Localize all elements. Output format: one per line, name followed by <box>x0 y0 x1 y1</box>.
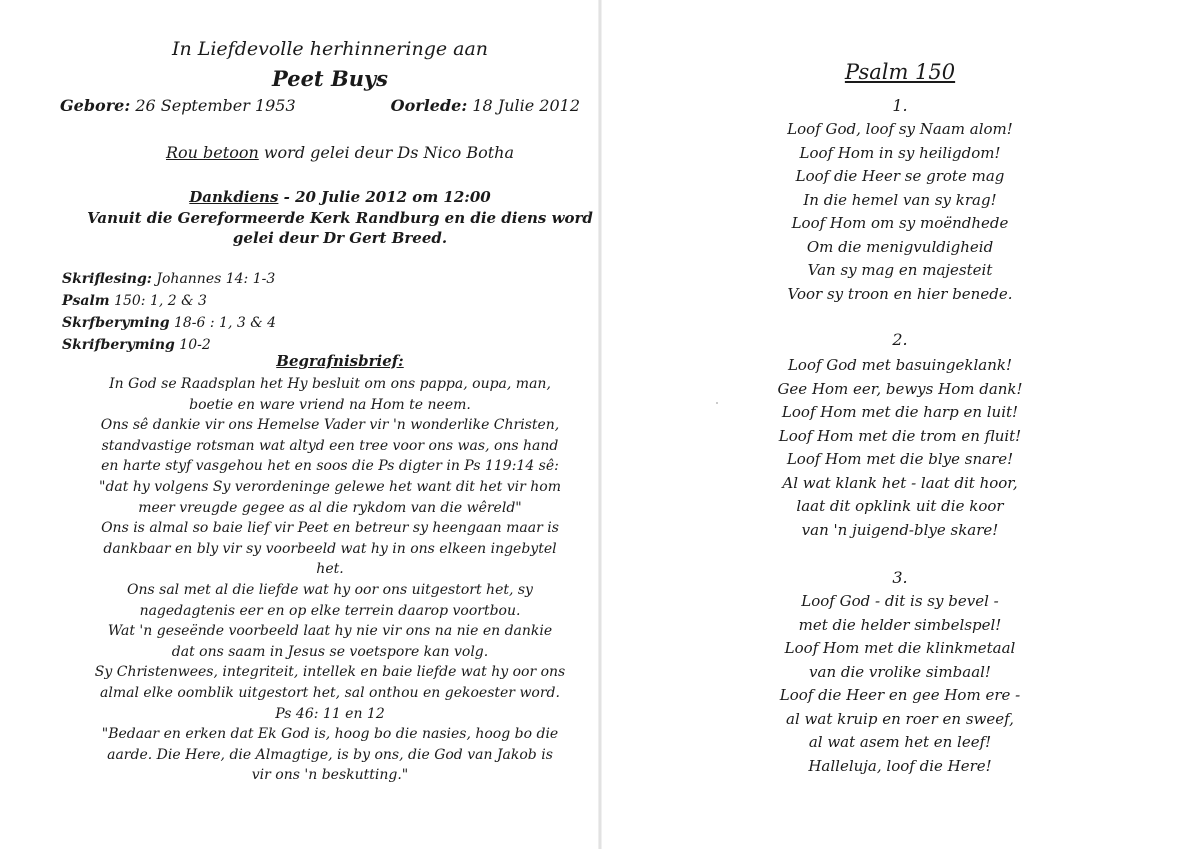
dates-row <box>60 96 580 115</box>
verse-line: Loof Hom met die blye snare! <box>786 450 1014 468</box>
brief-line: Sy Christenwees, integriteit, intellek en baie liefde wat hy oor ons <box>94 664 566 681</box>
begrafnisbrief-text <box>60 374 600 786</box>
verse-line: van 'n juigend-blye skare! <box>801 520 999 539</box>
verse-number: 3. <box>892 568 908 587</box>
reading-item: Skrfberyming 18-6 : 1, 3 & 4 <box>62 315 277 331</box>
brief-line: nagedagtenis eer en op elke terrein daarop voortbou. <box>139 602 521 619</box>
brief-line: aarde. Die Here, die Almagtige, is by ons, die God van Jakob is <box>107 746 553 763</box>
brief-line: het. <box>316 561 344 578</box>
verse-line: In die hemel van sy krag! <box>803 190 997 209</box>
born-date: Gebore: 26 September 1953 <box>60 96 296 115</box>
verse-line: al wat kruip en roer en sweef, <box>786 709 1014 728</box>
brief-line: dankbaar en bly vir sy voorbeeld wat hy in ons elkeen ingebytel <box>103 540 557 557</box>
reading-item: Skrifberyming 10-2 <box>62 337 211 353</box>
brief-line: Ps 46: 11 en 12 <box>275 705 385 722</box>
church-details: Vanuit die Gereformeerde Kerk Randburg en die diens word gelei deur Dr Gert Breed. <box>87 209 593 247</box>
psalm-title: Psalm 150 <box>844 60 956 84</box>
brief-line: boetie en ware vriend na Hom te neem. <box>189 396 471 413</box>
verse-line: Loof Hom met die klinkmetaal <box>784 639 1016 657</box>
brief-line: "dat hy volgens Sy verordeninge gelewe het want dit het vir hom <box>99 478 561 495</box>
verse-line: Voor sy troon en hier benede. <box>787 284 1013 303</box>
brief-line: Wat 'n geseënde voorbeeld laat hy nie vir ons na nie en dankie <box>107 623 553 640</box>
brief-line: en harte styf vasgehou het en soos die Ps digter in Ps 119:14 sê: <box>101 458 559 475</box>
brief-line: meer vreugde gegee as al die rykdom van die wêreld" <box>138 499 522 516</box>
verse-line: Loof Hom met die trom en fluit! <box>778 426 1022 445</box>
brief-line: "Bedaar en erken dat Ek God is, hoog bo die nasies, hoog bo die <box>101 726 559 743</box>
reading-item: Skriflesing: Johannes 14: 1-3 <box>62 271 276 287</box>
verse-line: met die helder simbelspel! <box>798 615 1002 634</box>
brief-line: almal elke oomblik uitgestort het, sal onthou en gekoester word. <box>100 684 560 701</box>
verse-3 <box>600 590 1200 778</box>
verse-line: Loof die Heer en gee Hom ere - <box>779 686 1021 704</box>
brief-line: dat ons saam in Jesus se voetspore kan volg. <box>171 643 489 660</box>
verse-line: Loof God, loof sy Naam alom! <box>787 120 1013 138</box>
verse-1 <box>600 118 1200 306</box>
verse-line: Loof God - dit is sy bevel - <box>801 592 999 610</box>
verse-line: Loof die Heer se grote mag <box>795 167 1005 185</box>
verse-line: Om die menigvuldigheid <box>806 237 994 256</box>
verse-line: Van sy mag en majesteit <box>807 261 993 279</box>
verse-line: van die vrolike simbaal! <box>809 662 991 681</box>
verse-line: al wat asem het en leef! <box>808 733 992 751</box>
reading-item: Psalm 150: 1, 2 & 3 <box>62 293 207 309</box>
brief-line: In God se Raadsplan het Hy besluit om ons pappa, oupa, man, <box>109 376 551 392</box>
brief-line: Ons sal met al die liefde wat hy oor ons uitgestort het, sy <box>127 581 533 598</box>
verse-line: Loof Hom met die harp en luit! <box>781 403 1019 421</box>
verse-line: Halleluja, loof die Here! <box>808 756 992 775</box>
brief-line: Ons sê dankie vir ons Hemelse Vader vir 'n wonderlike Christen, <box>100 417 560 434</box>
verse-line: laat dit opklink uit die koor <box>796 497 1004 515</box>
rou-betoon-line: Rou betoon word gelei deur Ds Nico Botha <box>165 143 514 162</box>
right-page <box>600 0 1200 849</box>
deceased-name: Peet Buys <box>271 66 388 91</box>
verse-line: Loof Hom om sy moëndhede <box>791 214 1009 232</box>
brief-line: standvastige rotsman wat altyd een tree voor ons was, ons hand <box>101 437 559 454</box>
verse-2 <box>600 354 1200 542</box>
verse-line: Loof Hom in sy heiligdom! <box>799 143 1001 162</box>
verse-number: 2. <box>892 330 908 349</box>
brief-line: Ons is almal so baie lief vir Peet en betreur sy heengaan maar is <box>101 520 559 537</box>
verse-line: Al wat klank het - laat dit hoor, <box>782 473 1018 492</box>
readings-list <box>62 268 276 356</box>
brief-line: vir ons 'n beskutting." <box>251 767 409 784</box>
died-date: Oorlede: 18 Julie 2012 <box>390 96 580 115</box>
dankdiens-line: Dankdiens - 20 Julie 2012 om 12:00 <box>189 188 491 206</box>
begrafnisbrief-heading: Begrafnisbrief: <box>276 352 404 370</box>
intro-line: In Liefdevolle herhinneringe aan <box>171 38 489 60</box>
verse-line: Loof God met basuingeklank! <box>787 356 1013 374</box>
paper-speck <box>716 402 718 404</box>
verse-line: Gee Hom eer, bewys Hom dank! <box>777 379 1023 398</box>
verse-number: 1. <box>892 96 908 115</box>
